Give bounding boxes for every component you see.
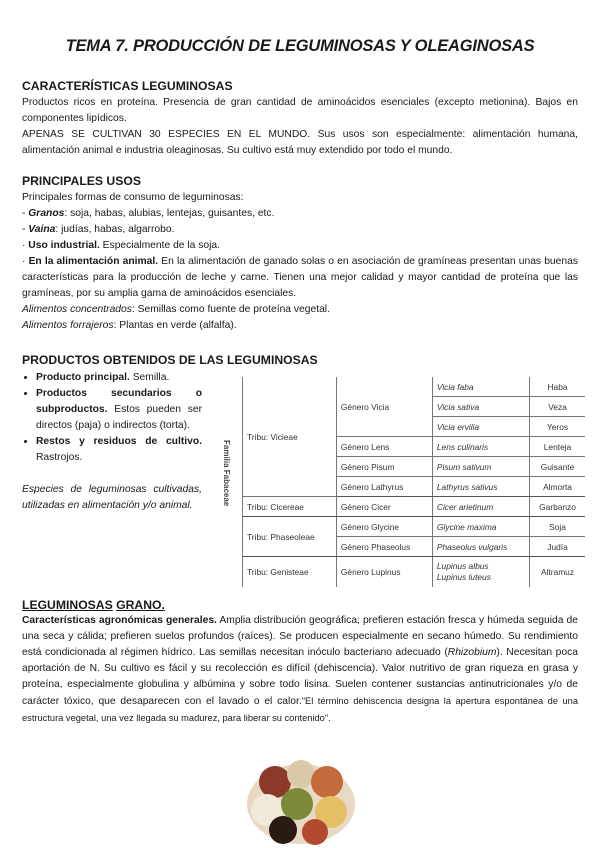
table-cell: Glycine maxima [432, 517, 529, 537]
table-caption: Especies de leguminosas cultivadas, utilizadas en alimentación y/o animal. [22, 484, 202, 511]
family-label: Familia Fabaceae [222, 440, 231, 507]
list-item: • Restos y residuos de cultivo. Rastrojos. [36, 434, 202, 466]
table-cell: Tribu: Cicereae [243, 497, 337, 517]
table-cell: Tribu: Vicieae [243, 377, 337, 497]
table-cell: Lupinus albus Lupinus luteus [432, 557, 529, 588]
table-cell: Cicer arietinum [432, 497, 529, 517]
table-cell: Género Pisum [336, 457, 432, 477]
table-cell: Veza [530, 397, 585, 417]
product-list [22, 370, 202, 466]
list-item: • Producto principal. Semilla. [36, 370, 202, 386]
page-title: TEMA 7. PRODUCCIÓN DE LEGUMINOSAS Y OLEAGINOSAS [65, 37, 535, 55]
table-cell: Soja [530, 517, 585, 537]
table-cell: Vicia ervilia [432, 417, 529, 437]
table-cell: Género Lathyrus [336, 477, 432, 497]
paragraph: Principales formas de consumo de leguminosas: [22, 192, 244, 203]
heading-leguminosas-grano: LEGUMINOSAS GRANO. [22, 598, 165, 612]
table-cell: Judía [530, 537, 585, 557]
heading-usos: PRINCIPALES USOS [22, 174, 141, 188]
table-cell: Pisum sativum [432, 457, 529, 477]
table-cell: Garbanzo [530, 497, 585, 517]
table-cell: Género Cicer [336, 497, 432, 517]
list-item: - Vaina: judías, habas, algarrobo. [22, 224, 175, 235]
list-item: · En la alimentación animal. En la alimentación de ganado solas o en asociación de gramíneas presentan unas buenas características para la producción de leche y carne. Tienen una mejor calidad y mayor cantidad de proteína que las gramíneas, por su amplia gama de aminoácidos esenciales. [22, 256, 578, 299]
list-item: Alimentos forrajeros: Plantas en verde (alfalfa). [22, 320, 237, 331]
section-leguminosas-grano [22, 613, 578, 727]
list-item: · Uso industrial. Especialmente de la soja. [22, 240, 221, 251]
table-cell: Almorta [530, 477, 585, 497]
paragraph: APENAS SE CULTIVAN 30 ESPECIES EN EL MUNDO. Sus usos son especialmente: alimentación humana, alimentación animal e industria oleaginosas. Su cultivo está muy extendido por todo el mundo. [22, 129, 578, 156]
table-cell: Género Phaseolus [336, 537, 432, 557]
paragraph: Productos ricos en proteína. Presencia de gran cantidad de aminoácidos esenciales (excepto metionina). Bajos en componentes lipídicos. [22, 97, 578, 124]
paragraph: Características agronómicas generales. Amplia distribución geográfica; prefieren estación fresca y húmeda seguida de una seca y cálida; prefieren suelos profundos (raíces). Se producen especialmente en secano húmedo. Su rendimiento está condicionada al régimen hídrico. Las semillas necesitan inóculo bacteriano adecuado (Rhizobium). Necesitan poca aportación de N. Su cultivo es fácil y su recolección es difícil (dehiscencia). Valor nutritivo de gran riqueza en grasa y proteína, especialmente globulina y albúmina y sobre todo lisina. Suelen contener sustancias antinutricionales y/o de carácter tóxico, que desaparecen con el lavado o el calor."El término dehiscencia designa la apertura espontánea de una estructura vegetal, una vez llegada su madurez, para liberar su contenido". [22, 615, 578, 723]
table-cell: Género Lupinus [336, 557, 432, 588]
table-cell: Vicia sativa [432, 397, 529, 417]
table-cell: Lenteja [530, 437, 585, 457]
list-item: Alimentos concentrados: Semillas como fuente de proteína vegetal. [22, 304, 330, 315]
table-cell: Yeros [530, 417, 585, 437]
table-cell: Género Glycine [336, 517, 432, 537]
list-item: • Productos secundarios o subproductos. Estos pueden ser directos (paja) o indirectos (torta). [36, 386, 202, 434]
heading-productos: PRODUCTOS OBTENIDOS DE LAS LEGUMINOSAS [22, 353, 318, 367]
table-cell: Haba [530, 377, 585, 397]
table-cell: Phaseolus vulgaris [432, 537, 529, 557]
table-cell: Vicia faba [432, 377, 529, 397]
table-cell: Guisante [530, 457, 585, 477]
section-usos [22, 190, 578, 334]
table-cell: Tribu: Genisteae [243, 557, 337, 588]
table-cell: Altramuz [530, 557, 585, 588]
heading-caracteristicas: CARACTERÍSTICAS LEGUMINOSAS [22, 79, 233, 93]
section-caracteristicas [22, 95, 578, 159]
table-cell: Lathyrus sativus [432, 477, 529, 497]
table-cell: Género Vicia [336, 377, 432, 437]
table-cell: Tribu: Phaseoleae [243, 517, 337, 557]
section-productos [22, 370, 202, 514]
species-table [242, 377, 585, 587]
table-cell: Lens culinaris [432, 437, 529, 457]
table-cell: Género Lens [336, 437, 432, 457]
beans-image [245, 752, 357, 846]
list-item: - Granos: soja, habas, alubias, lentejas, guisantes, etc. [22, 208, 275, 219]
